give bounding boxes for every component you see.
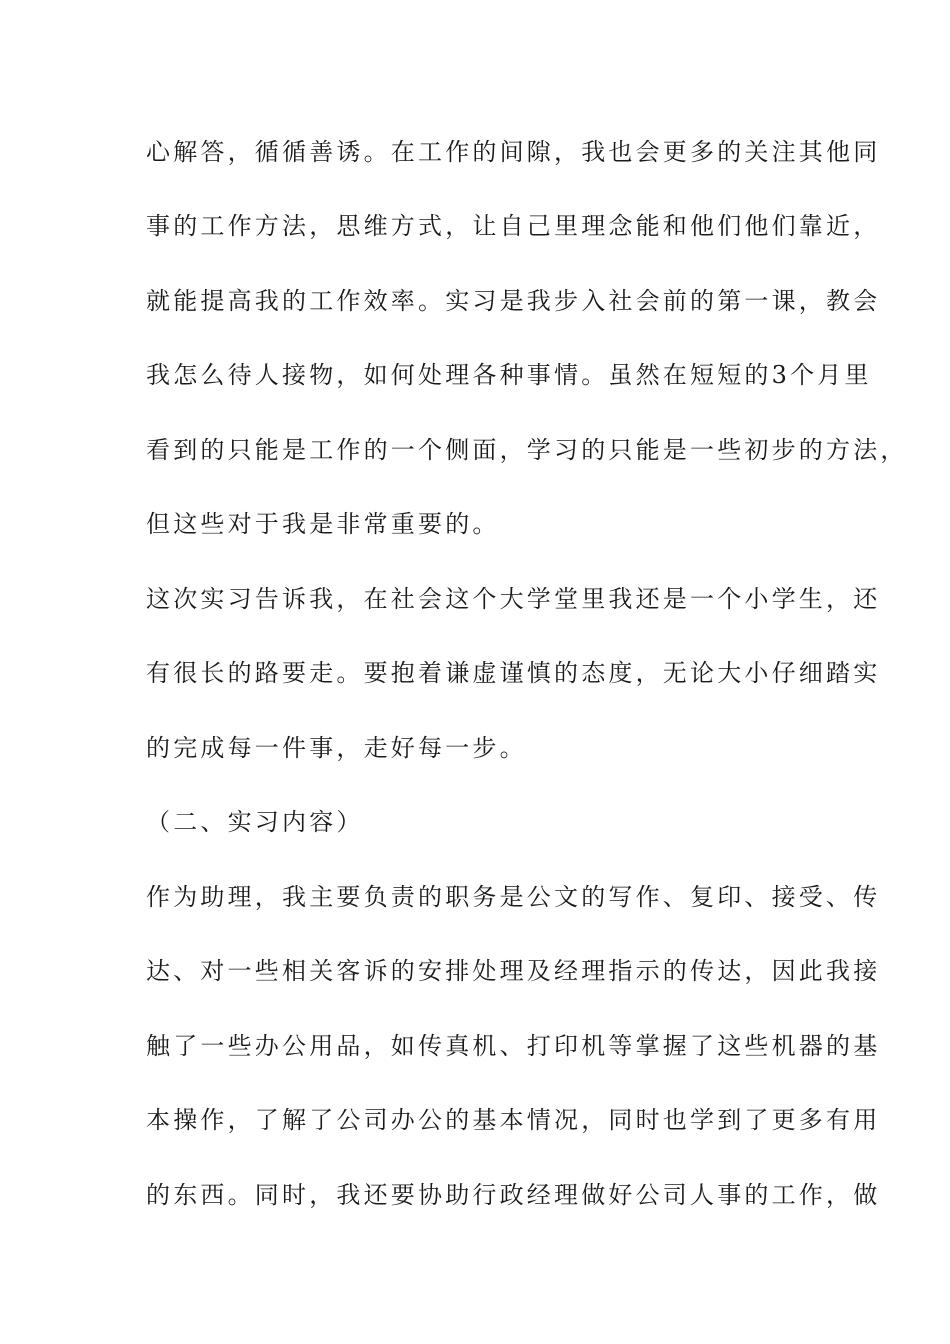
text-line: 心解答，循循善诱。在工作的间隙，我也会更多的关注其他同 (146, 138, 881, 166)
text-line: 的完成每一件事，走好每一步。 (146, 734, 527, 762)
text-line: 本操作，了解了公司办公的基本情况，同时也学到了更多有用 (146, 1106, 881, 1134)
text-line: 作为助理，我主要负责的职务是公文的写作、复印、接受、传 (146, 883, 881, 911)
text-line: 但这些对于我是非常重要的。 (146, 510, 500, 538)
text-line: 事的工作方法，思维方式，让自己里理念能和他们他们靠近， (146, 212, 881, 240)
text-line: 的东西。同时，我还要协助行政经理做好公司人事的工作，做 (146, 1181, 881, 1209)
text-line: 看到的只能是工作的一个侧面，学习的只能是一些初步的方法， (146, 436, 908, 464)
text-line: 达、对一些相关客诉的安排处理及经理指示的传达，因此我接 (146, 957, 881, 985)
text-line: 我怎么待人接物，如何处理各种事情。虽然在短短的3个月里 (146, 361, 872, 389)
text-line: 有很长的路要走。要抱着谦虚谨慎的态度，无论大小仔细踏实 (146, 659, 881, 687)
text-line: 就能提高我的工作效率。实习是我步入社会前的第一课，教会 (146, 287, 881, 315)
text-line: 这次实习告诉我，在社会这个大学堂里我还是一个小学生，还 (146, 585, 881, 613)
text-line: 触了一些办公用品，如传真机、打印机等掌握了这些机器的基 (146, 1032, 881, 1060)
section-heading: （二、实习内容） (146, 808, 364, 836)
